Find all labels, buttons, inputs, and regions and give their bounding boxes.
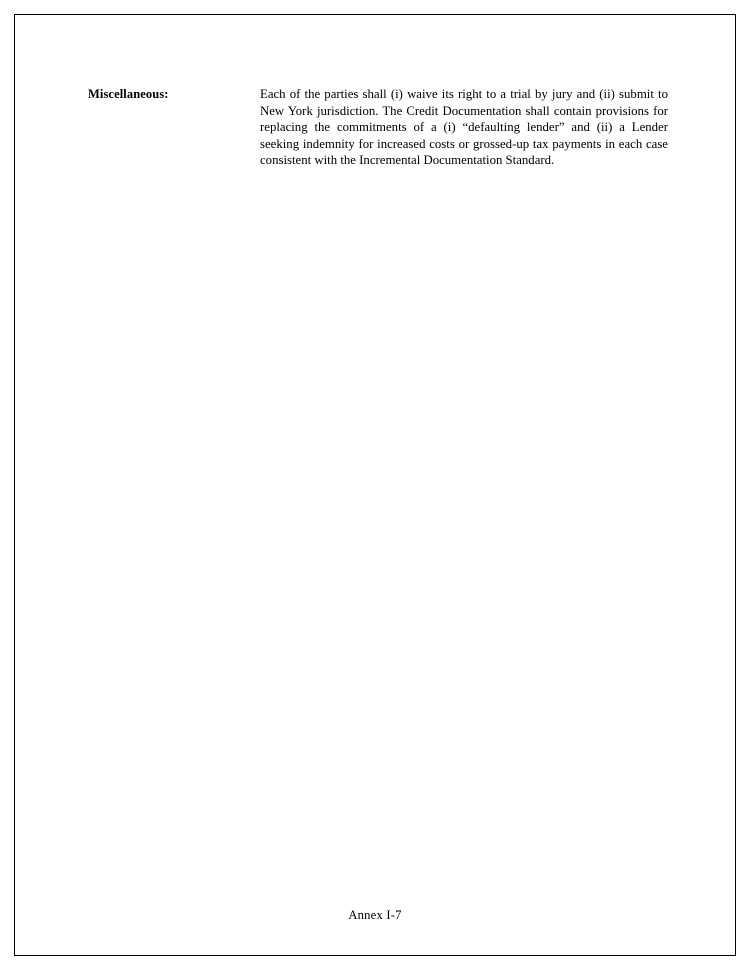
term-row-miscellaneous bbox=[88, 86, 668, 169]
term-label: Miscellaneous: bbox=[88, 87, 169, 101]
term-body: Each of the parties shall (i) waive its right to a trial by jury and (ii) submit to New York jurisdiction. The Credit Documentation shall contain provisions for replacing the commitments of a (i) “defaulting lender” and (ii) a Lender seeking indemnity for increased costs or grossed-up tax payments in each case consistent with the Incremental Documentation Standard. bbox=[260, 87, 668, 168]
page-footer: Annex I-7 bbox=[348, 908, 402, 922]
